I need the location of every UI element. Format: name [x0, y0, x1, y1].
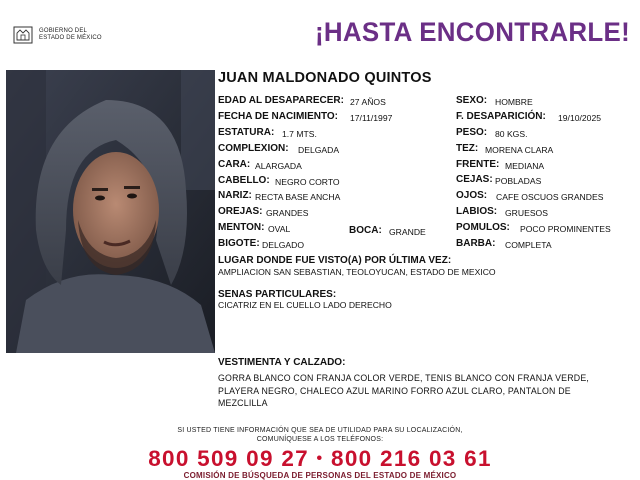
government-name — [39, 28, 102, 42]
field-value-disappearance-date: 19/10/2025 — [558, 113, 602, 123]
field-value-hair: NEGRO CORTO — [275, 177, 340, 187]
distinguishing-marks-label: SENAS PARTICULARES: — [218, 289, 337, 300]
field-value-forehead: MEDIANA — [505, 161, 545, 171]
field-label: NARIZ: — [218, 190, 252, 201]
field-value-mouth: GRANDE — [389, 227, 426, 237]
field-value-mustache: DELGADO — [262, 240, 305, 250]
field-label: LABIOS: — [456, 206, 498, 217]
field-label: CARA: — [218, 159, 251, 170]
person-portrait-icon — [6, 70, 215, 353]
field-label: COMPLEXION: — [218, 143, 289, 154]
field-label: OJOS: — [456, 190, 488, 201]
field-label: ESTATURA: — [218, 127, 275, 138]
field-label: CEJAS: — [456, 174, 493, 185]
field-value-complexion: MORENA CLARA — [485, 145, 554, 155]
field-value-ears: GRANDES — [266, 208, 309, 218]
missing-person-photo — [6, 70, 215, 353]
field-value-sex: HOMBRE — [495, 97, 533, 107]
clothing-line: MEZCLILLA — [218, 398, 268, 408]
field-value-build: DELGADA — [298, 145, 340, 155]
logo-line-1: GOBIERNO DEL — [39, 28, 88, 34]
contact-note — [0, 426, 640, 444]
clothing-line: GORRA BLANCO CON FRANJA COLOR VERDE, TENIS BLANCO CON FRANJA VERDE, — [218, 373, 590, 383]
field-label: FECHA DE NACIMIENTO: — [218, 111, 338, 122]
field-value-age: 27 AÑOS — [350, 97, 386, 107]
commission-name: COMISIÓN DE BÚSQUEDA DE PERSONAS DEL ESTADO DE MÉXICO — [183, 471, 457, 480]
field-label: EDAD AL DESAPARECER: — [218, 95, 344, 106]
field-value-weight: 80 KGS. — [495, 129, 528, 139]
field-label: OREJAS: — [218, 206, 263, 217]
field-label: POMULOS: — [456, 222, 510, 233]
last-seen-label: LUGAR DONDE FUE VISTO(A) POR ÚLTIMA VEZ: — [218, 255, 452, 266]
contact-note-line-2: COMUNÍQUESE A LOS TELÉFONOS: — [256, 436, 384, 443]
field-label: FRENTE: — [456, 159, 500, 170]
person-name: JUAN MALDONADO QUINTOS — [218, 70, 432, 86]
field-value-cheekbones: POCO PROMINENTES — [520, 224, 611, 234]
field-label: CABELLO: — [218, 175, 270, 186]
last-seen-value: AMPLIACION SAN SEBASTIAN, TEOLOYUCAN, ESTADO DE MEXICO — [218, 267, 496, 277]
field-value-lips: GRUESOS — [505, 208, 548, 218]
phone-separator: • — [316, 450, 324, 467]
contact-note-line-1: SI USTED TIENE INFORMACIÓN QUE SEA DE UTILIDAD PARA SU LOCALIZACIÓN, — [177, 427, 463, 434]
field-label: SEXO: — [456, 95, 488, 106]
phone-number-2[interactable]: 800 216 03 61 — [331, 446, 492, 471]
field-label: F. DESAPARICIÓN: — [456, 111, 546, 122]
field-value-eyes: CAFE OSCUOS GRANDES — [496, 192, 604, 202]
logo-line-2: ESTADO DE MÉXICO — [39, 35, 102, 41]
field-value-face: ALARGADA — [255, 161, 302, 171]
field-value-chin: OVAL — [268, 224, 291, 234]
phone-numbers — [0, 446, 640, 472]
clothing-description — [218, 372, 628, 410]
field-value-height: 1.7 MTS. — [282, 129, 317, 139]
field-label: BARBA: — [456, 238, 496, 249]
field-value-birthdate: 17/11/1997 — [350, 113, 393, 123]
field-label: BOCA: — [349, 225, 382, 236]
phone-number-1[interactable]: 800 509 09 27 — [148, 446, 309, 471]
government-logo — [12, 22, 132, 48]
field-label: TEZ: — [456, 143, 479, 154]
distinguishing-marks-value: CICATRIZ EN EL CUELLO LADO DERECHO — [218, 300, 392, 310]
clothing-label: VESTIMENTA Y CALZADO: — [218, 357, 346, 368]
state-coat-of-arms-icon — [12, 24, 34, 46]
field-value-nose: RECTA BASE ANCHA — [255, 192, 341, 202]
field-label: MENTON: — [218, 222, 265, 233]
field-label: PESO: — [456, 127, 488, 138]
clothing-line: PLAYERA NEGRO, CHALECO AZUL MARINO FORRO AZUL CLARO, PANTALON DE — [218, 385, 571, 396]
field-label: BIGOTE: — [218, 238, 260, 249]
field-value-eyebrows: POBLADAS — [495, 176, 542, 186]
headline: ¡HASTA ENCONTRARLE! — [314, 17, 630, 47]
field-value-beard: COMPLETA — [505, 240, 552, 250]
